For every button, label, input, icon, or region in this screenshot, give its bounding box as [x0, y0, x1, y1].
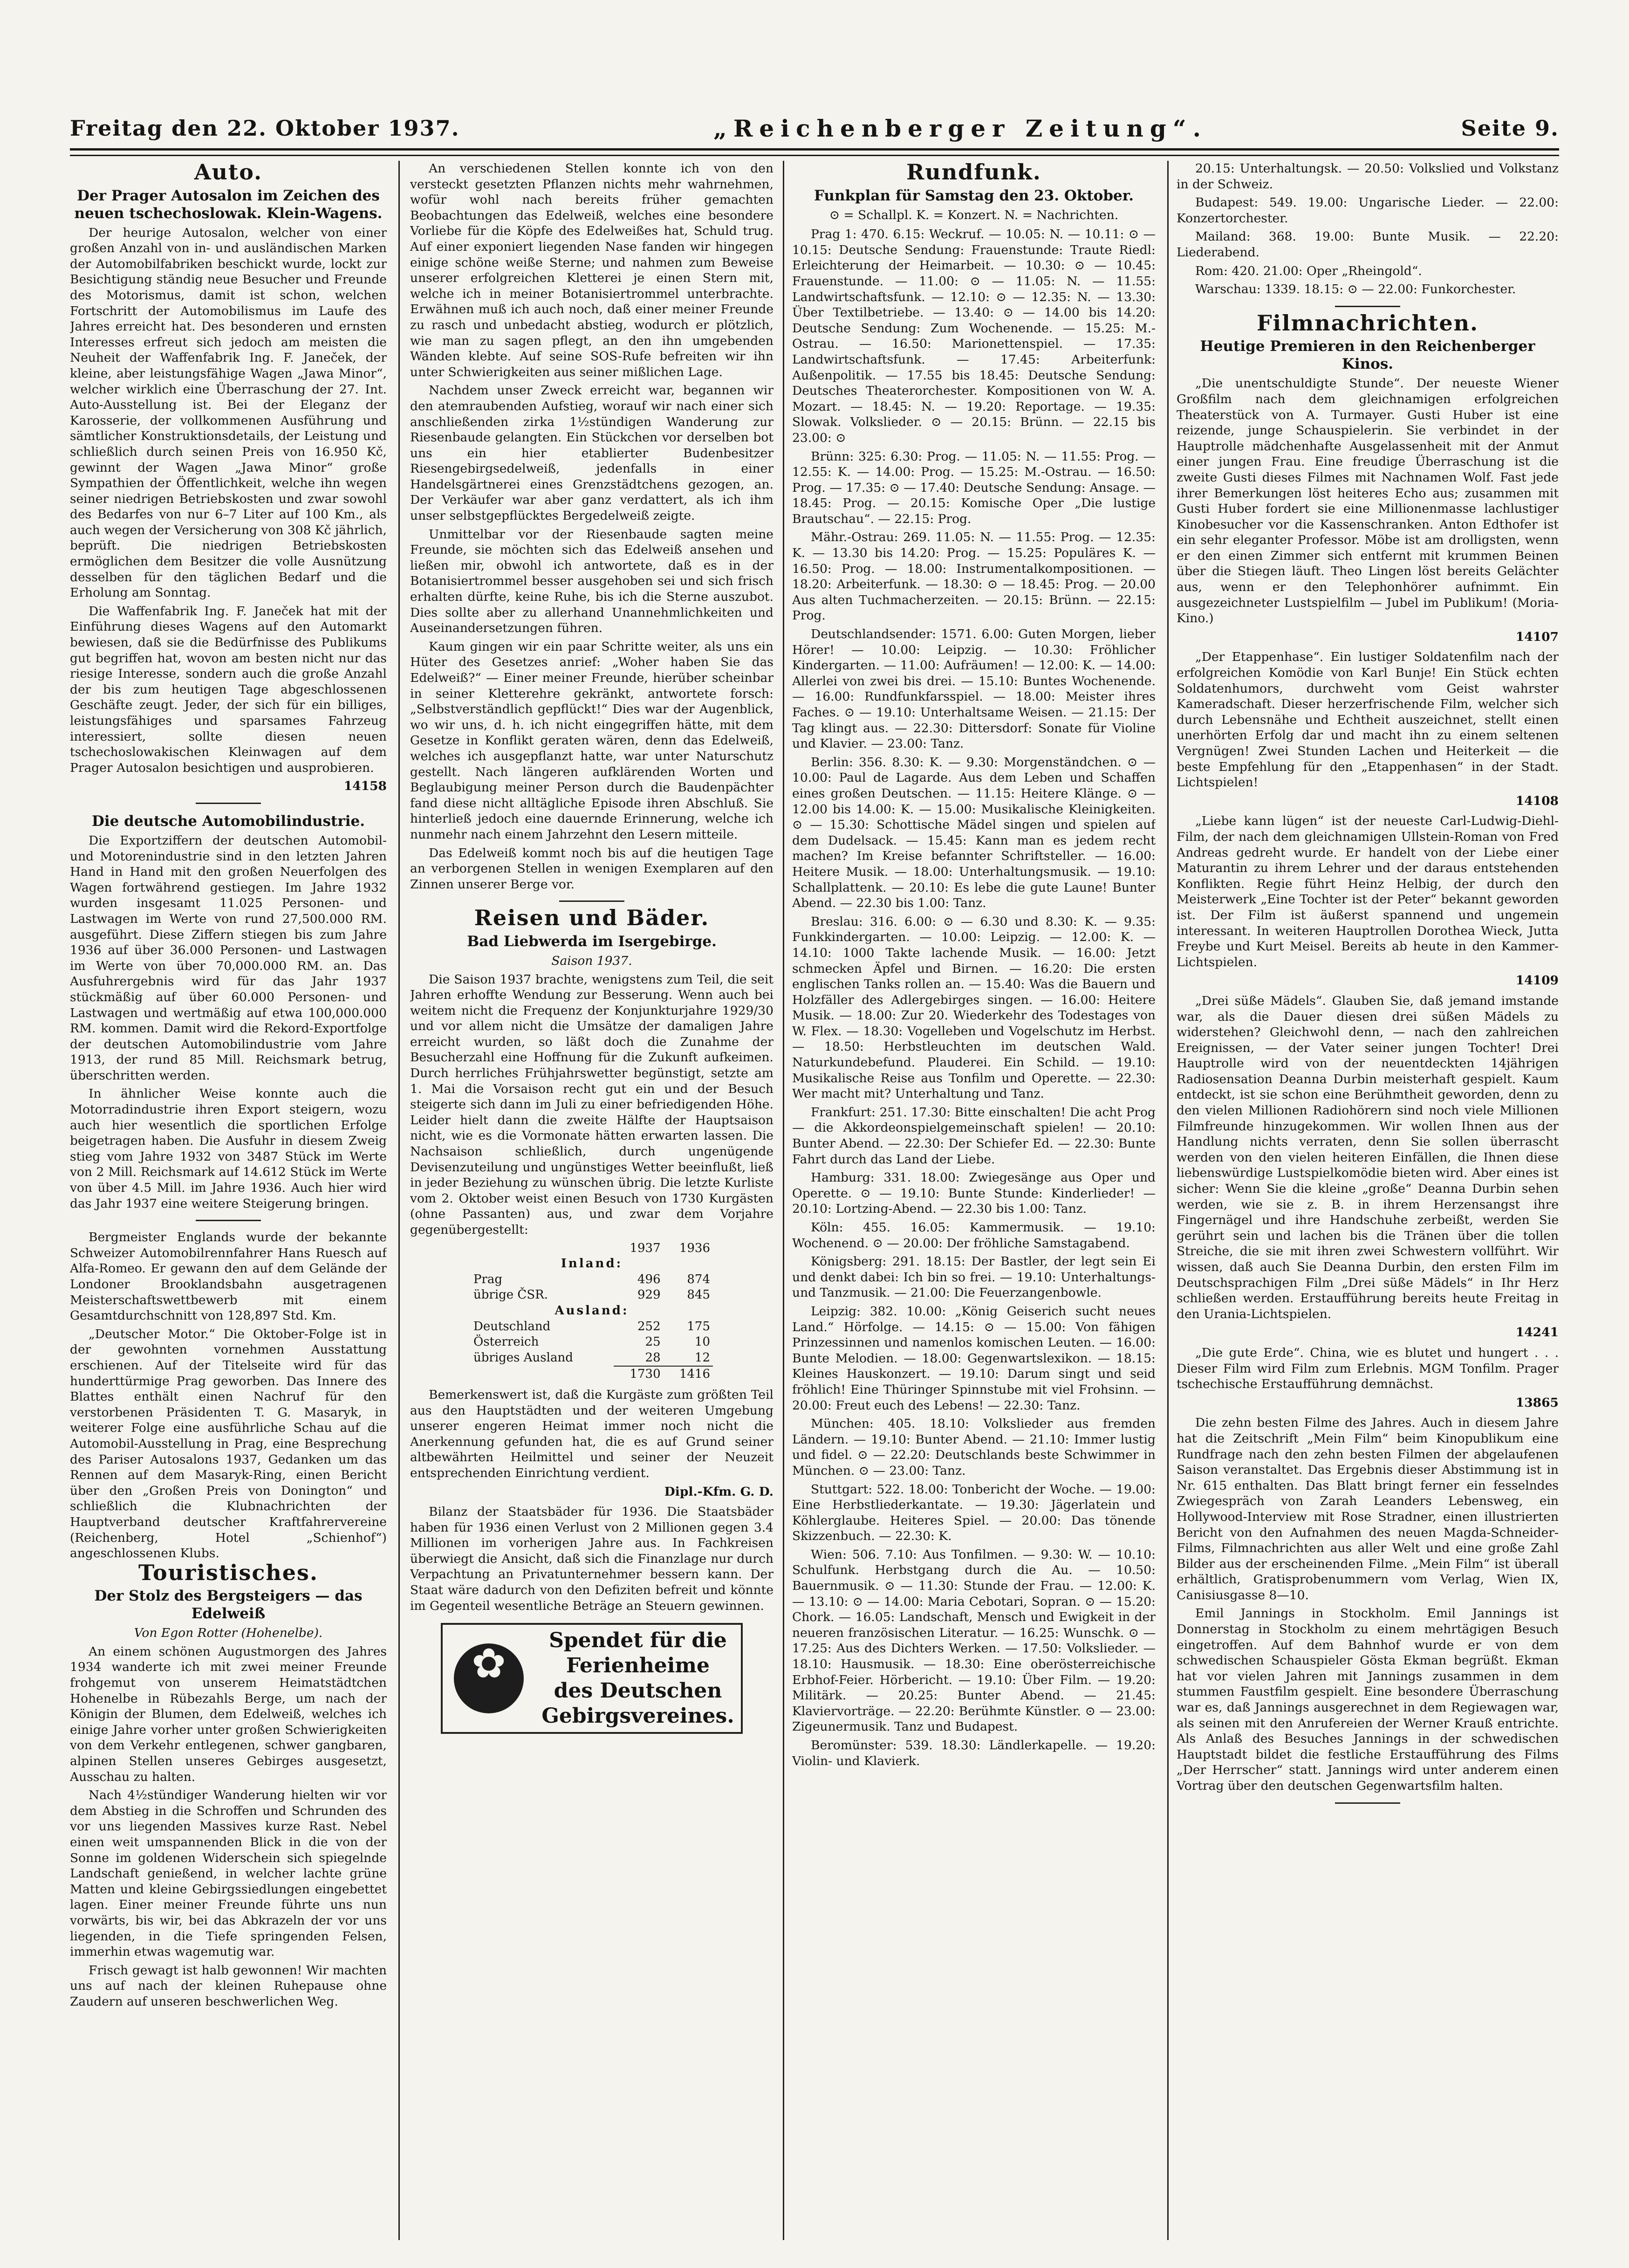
table-cell: 25	[645, 1335, 661, 1349]
radio-program: Berlin: 356. 8.30: K. — 9.30: Morgenständchen. ⊙ — 10.00: Paul de Lagarde. Aus dem Leben und Schaffen eines großen Deutschen. — 11.15: Heitere Klänge. ⊙ — 12.00 bis 14.00: K. — 15.00: Musikalische Kleinigkeiten. ⊙ — 15.30: Schottische Mädel singen und spielen auf dem Dudelsack. — 15.45: Kann man es jedem recht machen? Im Kreise befannter Schriftsteller. — 16.00: Heitere Musik. — 18.00: Unterhaltungsmusik. — 19.10: Schallplattenk. — 20.10: Es lebe die gute Laune! Bunter Abend. — 22.30 bis 1.00: Tanz.	[792, 755, 1156, 911]
table-cell: 10	[694, 1335, 710, 1349]
radio-program: München: 405. 18.10: Volkslieder aus fremden Ländern. — 19.10: Bunter Abend. — 21.10: Immer lustig und fidel. ⊙ — 22.20: Deutschlands beste Schwimmer in München. ⊙ — 23.00: Tanz.	[792, 1416, 1156, 1478]
article-paragraph: „Die unentschuldigte Stunde“. Der neueste Wiener Großfilm nach dem gleichnamigen erfolgreichen Theaterstück von A. Turmayer. Gusti Huber ist eine reizende, junge Schauspielerin. Sie verbindet in der Hauptrolle mädchenhafte Ausgelassenheit mit der Anmut einer jungen Frau. Eine freudige Überraschung ist die zweite Gusti dieses Filmes mit Nachnamen Wolf. Fast jede ihrer Bemerkungen löst heiteres Echo aus; zusammen mit Gusti Huber fordert sie eine Millionenmasse lachlustiger Kinobesucher vor die Kassenschranken. Anton Edthofer ist ein sehr eleganter Professor. Möbe ist am drolligsten, wenn er den einen Zimmer sich entfernt mit krummen Beinen über die Stiegen läuft. Theo Lingen löst bereits Gelächter aus, wenn er den Telephonhörer aufnimmt. Ein ausgezeichneter Lustspielfilm — Jubel im Publikum! (Moria-Kino.)	[1177, 376, 1559, 626]
radio-program: Deutschlandsender: 1571. 6.00: Guten Morgen, lieber Hörer! — 10.00: Leipzig. — 10.30: Fröhlicher Kindergarten. — 11.00: Aufräumen! — 12.00: K. — 14.00: Allerlei von zwei bis drei. — 15.10: Buntes Wochenende. — 16.00: Rundfunkfarsspiel. — 18.00: Meister ihres Faches. ⊙ — 19.10: Unterhaltsame Weisen. — 21.15: Der Tag klingt aus. — 22.30: Dittersdorf: Sonate für Violine und Klavier. — 23.00: Tanz.	[792, 627, 1156, 751]
table-header-cell: 1936	[679, 1241, 710, 1255]
section-heading-rundfunk: Rundfunk.	[906, 161, 1041, 185]
article-number: 14109	[1515, 973, 1559, 988]
article-subtitle: Saison 1937.	[551, 953, 632, 968]
radio-program: Hamburg: 331. 18.00: Zwiegesänge aus Oper und Operette. ⊙ — 19.10: Bunte Stunde: Kinderlieder! — 20.10: Lortzing-Abend. — 22.30 bis 1.00: Tanz.	[792, 1170, 1156, 1216]
guest-statistics-table	[471, 1241, 713, 1382]
table-row	[471, 1287, 713, 1303]
table-cell: 175	[687, 1319, 710, 1333]
article-title: Der Prager Autosalon im Zeichen des neuen tschechoslowak. Klein-Wagens.	[74, 187, 383, 222]
article-paragraph: In ähnlicher Weise konnte auch die Motorradindustrie ihren Export steigern, wozu auch hier wesentlich die sportlichen Erfolge beigetragen haben. Die Ausfuhr in diesem Zweig stieg vom Jahre 1932 von 3487 Stück im Werte von 2 Mill. Reichsmark auf 14.612 Stück im Werte von über 4.5 Mill. im Jahre 1936. Auch hier wird das Jahr 1937 eine weitere Steigerung bringen.	[70, 1086, 387, 1211]
table-total-cell: 1730	[614, 1366, 663, 1382]
article-title: Der Stolz des Bergsteigers — das Edelweiß	[94, 1588, 363, 1622]
table-row	[471, 1319, 713, 1335]
article-paragraph: Nachdem unser Zweck erreicht war, begannen wir den atemraubenden Aufstieg, worauf wir nach einer sich anschließenden zirka 1½stündigen Wanderung zur Riesenbaude gelangten. Ein Stückchen vor derselben bot uns ein hier etablierter Budenbesitzer Riesengebirgsedelweiß, jedenfalls in einer Handelsgärtnerei eines Grenzstädtchens gezogen, an. Der Verkäufer war aber ganz verdattert, als ich ihm unser selbstgepflücktes Bergedelweiß zeigte.	[410, 383, 773, 523]
article-paragraph: „Der Etappenhase“. Ein lustiger Soldatenfilm nach der erfolgreichen Komödie von Karl Bunje! Ein Stück echten Soldatenhumors, durchweht vom Geist wahrster Kameradschaft. Dieser herzerfrischende Film, welcher sich durch Lebensnähe und Echtheit auszeichnet, stellt einen unerhörten Erfolg dar und macht ihn zu einem seltenen Vergnügen! Zwei Stunden Lachen und Heiterkeit — die beste Empfehlung für den „Etappenhasen“ in der Stadt. Lichtspielen!	[1177, 650, 1559, 790]
edelweiss-emblem-icon	[454, 1643, 524, 1713]
table-row	[471, 1334, 713, 1350]
separator	[1335, 306, 1400, 307]
article-paragraph: Die Saison 1937 brachte, wenigstens zum Teil, die seit Jahren erhoffte Wendung zur Besserung. Wenn auch bei weitem nicht die Frequenz der Konjunkturjahre 1929/30 und vor allem nicht die Umsätze der damaligen Jahre erreicht wurden, so läßt doch die Zunahme der Besucherzahl eine Hoffnung für die Zukunft aufkeimen. Durch herrliches Frühjahrswetter begünstigt, setzte am 1. Mai die Vorsaison recht gut ein und der Besuch steigerte sich dann im Juli zu einer befriedigenden Höhe. Leider hielt dann die zweite Hälfte der Hauptsaison nicht, wie es die Vormonate hätten erwarten lassen. Die Nachsaison schließlich, durch ungenügende Devisenzuteilung und ungünstiges Wetter beeinflußt, ließ in jeder Beziehung zu wünschen übrig. Die letzte Kurliste vom 2. Oktober weist einen Besuch von 1730 Kurgästen (ohne Passanten) aus, und zwar dem Vorjahre gegenübergestellt:	[410, 972, 773, 1237]
radio-program: Beromünster: 539. 18.30: Ländlerkapelle. — 19.20: Violin- und Klavierk.	[792, 1738, 1156, 1768]
radio-program: Königsberg: 291. 18.15: Der Bastler, der legt sein Ei und denkt dabei: Ich bin so frei. — 19.10: Unterhaltungs- und Tanzmusik. — 21.00: Die Feuerzangenbowle.	[792, 1254, 1156, 1300]
article-paragraph: Der heurige Autosalon, welcher von einer großen Anzahl von in- und ausländischen Marken der Automobilfabriken beschickt wurde, lockt zur Besichtigung ständig neue Besucher und Freunde des Motorismus, damit ist schon, welchen Fortschritt der Automobilismus im Laufe des Jahres erreicht hat. Des besonderen und ernsten Interesses erfreut sich jedoch am meisten die Neuheit der Waffenfabrik Ing. F. Janeček, der kleine, aber leistungsfähige Wagen „Jawa Minor“, welcher wirklich eine Überraschung der 27. Int. Auto-Ausstellung ist. Bei der Eleganz der Karosserie, der vollkommenen Ausführung und sämtlicher Konstruktionsdetails, der Leistung und schließlich durch seinen Preis von 16.950 Kč, gewinnt der Wagen „Jawa Minor“ große Sympathien der Öffentlichkeit, welche ihn wegen seiner niedrigen Betriebskosten und zwar sowohl des Bedarfes von nur 6–7 Liter auf 100 Km., als auch wegen der Versicherung von 308 Kč jährlich, beprüft. Die niedrigen Betriebskosten ermöglichen dem Besitzer die volle Ausnützung desselben für den täglichen Bedarf und die Erholung am Sonntag.	[70, 225, 387, 600]
article-number: 13865	[1515, 1395, 1559, 1410]
column-divider	[1167, 161, 1169, 2240]
radio-program: Wien: 506. 7.10: Aus Tonfilmen. — 9.30: W. — 10.10: Schulfunk. Herbstgang durch die Au. — 10.50: Bauernmusik. ⊙ — 11.30: Stunde der Frau. — 12.00: K. — 13.10: ⊙ — 14.00: Maria Cebotari, Sopran. ⊙ — 15.20: Chork. — 16.05: Landschaft, Mensch und Ewigkeit in der neueren französischen Literatur. — 16.25: Wunschk. ⊙ — 17.25: Aus des Dichters Werken. — 17.50: Volkslieder. — 18.10: Hausmusik. — 18.30: Eine oberösterreichische Erbhof-Feier. Hörbericht. — 19.10: Über Film. — 19.20: Militärk. — 20.25: Bunter Abend. — 21.45: Klaviervorträge. — 22.20: Berühmte Künstler. ⊙ — 23.00: Zigeunermusik. Tanz und Budapest.	[792, 1547, 1156, 1734]
column-divider	[398, 161, 400, 2240]
header-newspaper-title: „Reichenberger Zeitung“.	[713, 114, 1208, 142]
radio-program: Rom: 420. 21.00: Oper „Rheingold“.	[1195, 263, 1422, 278]
table-cell: Deutschland	[473, 1319, 551, 1333]
table-cell: 874	[687, 1272, 710, 1286]
radio-program: Frankfurt: 251. 17.30: Bitte einschalten! Die acht Prog — die Akkordeonspielgemeinschaft spielen! — 20.10: Bunter Abend. — 22.30: Der Schiefer Ed. — 22.30: Bunte Fahrt durch das Land der Liebe.	[792, 1105, 1156, 1167]
radio-program: Leipzig: 382. 10.00: „König Geiserich sucht neues Land.“ Hörfolge. — 14.15: ⊙ — 15.00: Von fähigen Prinzessinnen und namenlos komischen Leuten. — 16.00: Bunte Melodien. — 18.00: Gegenwartslexikon. — 18.15: Kleines Hauskonzert. — 19.10: Darum singt und seid fröhlich! Eine Thüringer Spinnstube mit viel Frohsinn. — 20.00: Freut euch des Lebens! — 22.30: Tanz.	[792, 1304, 1156, 1413]
article-number: 14107	[1515, 629, 1559, 644]
separator	[196, 803, 261, 804]
section-heading-reisen: Reisen und Bäder.	[474, 905, 710, 931]
table-cell: 496	[637, 1272, 661, 1286]
table-total-cell: 1416	[664, 1366, 713, 1382]
article-number: 14241	[1515, 1325, 1559, 1340]
article-paragraph: Die Waffenfabrik Ing. F. Janeček hat mit der Einführung dieses Wagens auf den Automarkt bewiesen, daß sie die Bedürfnisse des Publikums gut begriffen hat, wovon am besten nicht nur das riesige Interesse, sondern auch die große Anzahl der bis zum heutigen Tage abgeschlossenen Geschäfte zeugt. Jeder, der sich für ein billiges, leistungsfähiges und sparsames Fahrzeug interessiert, sollte diesen neuen tschechoslowakischen Kleinwagen auf dem Prager Autosalon besichtigen und ausprobieren.	[70, 604, 387, 775]
table-row	[471, 1350, 713, 1367]
advertisement-line: Spendet für die	[549, 1629, 727, 1653]
table-cell	[471, 1366, 614, 1382]
article-paragraph: Das Edelweiß kommt noch bis auf die heutigen Tage an verborgenen Stellen in wenigen Exemplaren auf den Zinnen unserer Berge vor.	[410, 845, 773, 892]
advertisement-line: des Deutschen	[554, 1679, 722, 1703]
table-group-label: Inland:	[561, 1257, 623, 1271]
table-cell: 929	[637, 1288, 661, 1302]
section-heading-film: Filmnachrichten.	[1256, 310, 1479, 336]
header-rule	[70, 148, 1559, 151]
radio-program: Prag 1: 470. 6.15: Weckruf. — 10.05: N. — 10.11: ⊙ — 10.15: Deutsche Sendung: Frauenstunde: Traute Riedl: Erleichterung der Heimarbeit. — 10.30: ⊙ — 10.45: Frauenstunde. — 11.00: ⊙ — 11.05: N. — 11.55: Landwirtschaftsfunk. — 12.10: ⊙ — 12.35: N. — 13.30: Über Textilbetriebe. — 13.40: ⊙ — 14.00 bis 14.20: Deutsche Sendung: Zum Wochenende. — 15.25: M.-Ostrau. — 16.50: Marionettenspiel. — 17.35: Landwirtschaftsfunk. — 17.45: Arbeiterfunk: Außenpolitik. — 17.55 bis 18.45: Deutsche Sendung: Deutsches Theaterorchester. Kompositionen von W. A. Mozart. — 18.45: N. — 19.20: Reportage. — 19.35: Slowak. Volkslieder. ⊙ — 20.15: Brünn. — 22.15 bis 23.00: ⊙	[792, 227, 1156, 445]
separator	[559, 900, 624, 902]
article-number: 14158	[343, 779, 387, 794]
article-paragraph: Die Exportziffern der deutschen Automobil- und Motorenindustrie sind in den letzten Jahren Hand in Hand mit den großen Neuerfolgen des Wagen fortwährend gestiegen. Im Jahre 1932 wurden insgesamt 11.025 Personen- und Lastwagen im Werte von rund 27,500.000 RM. ausgeführt. Diese Ziffern stiegen bis zum Jahre 1936 auf über 36.000 Personen- und Lastwagen im Werte von über 70,000.000 RM. an. Das Ausfuhrergebnis wird für das Jahr 1937 stückmäßig auf über 60.000 Personen- und Lastwagen und wertmäßig auf etwa 100,000.000 RM. kommen. Damit wird die Rekord-Exportfolge der deutschen Automobilindustrie vom Jahre 1913, der rund 85 Mill. Reichsmark betrug, überschritten werden.	[70, 833, 387, 1083]
table-group-row	[471, 1303, 713, 1319]
article-paragraph: Die zehn besten Filme des Jahres. Auch in diesem Jahre hat die Zeitschrift „Mein Film“ beim Kinopublikum eine Rundfrage nach den zehn besten Filmen der abgelaufenen Saison veranstaltet. Das Ergebnis dieser Abstimmung ist in Nr. 615 enthalten. Das Blatt bringt ferner ein fesselndes Zwiegespräch von Zarah Leanders Lebensweg, ein Hollywood-Interview mit Rose Stradner, einen illustrierten Bericht von den Aufnahmen des neuen Magda-Schneider-Films, Filmnachrichten aus aller Welt und eine große Zahl Bilder aus der erscheinenden Filme. „Mein Film“ ist überall erhältlich, Gratisprobenummern vom Verlag, Wien IX, Canisiusgasse 8—10.	[1177, 1416, 1559, 1602]
column-4	[1177, 161, 1559, 2240]
table-row	[471, 1272, 713, 1288]
article-paragraph: Frisch gewagt ist halb gewonnen! Wir machten uns auf nach der kleinen Ruhepause ohne Zaudern auf unseren beschwerlichen Weg.	[70, 1963, 387, 2009]
advertisement-box	[441, 1623, 743, 1734]
table-group-label: Ausland:	[554, 1303, 629, 1318]
column-3	[792, 161, 1156, 2240]
advertisement-line: Gebirgsvereines.	[541, 1704, 734, 1728]
article-paragraph: An verschiedenen Stellen konnte ich von den versteckt gesetzten Pflanzen nichts mehr wahrnehmen, wofür wohl nach bereits früher gemachten Beobachtungen das Edelweiß, welches eine besondere Vorliebe für die Köpfe des Edelweißes hat, Schuld trug. Auf einer exponiert liegenden Nase fanden wir hingegen einige schöne weiße Sterne; und nahmen zum Beweise unserer erfolgreichen Kletterei je einen Stern mit, welche ich in meiner Botanisiertrommel unterbrachte. Erwähnen muß ich auch noch, daß einer meiner Freunde zu rasch und unbedacht abstieg, wodurch er plötzlich, wie man zu sagen pflegt, an den ihn umgebenden Wänden klebte. Auf seine SOS-Rufe befreiten wir ihn unter Schwierigkeiten aus seiner mißlichen Lage.	[410, 161, 773, 379]
table-cell: 28	[645, 1350, 661, 1365]
radio-program: Stuttgart: 522. 18.00: Tonbericht der Woche. — 19.00: Eine Herbstliederkantate. — 19.30: Jägerlatein und Köhlerglaube. Heiteres Spiel. — 20.00: Das tönende Skizzenbuch. — 22.30: K.	[792, 1482, 1156, 1544]
article-title: Heutige Premieren in den Reichenberger Kinos.	[1200, 338, 1535, 373]
article-author: Von Egon Rotter (Hohenelbe).	[134, 1626, 323, 1641]
article-paragraph: „Die gute Erde“. China, wie es blutet und hungert . . . Dieser Film wird Film zum Erlebnis. MGM Tonfilm. Prager tschechische Erstaufführung demnächst.	[1177, 1345, 1559, 1392]
article-paragraph: „Deutscher Motor.“ Die Oktober-Folge ist in der gewohnten vornehmen Ausstattung erschienen. Auf der Titelseite wird für das hunderttürmige Prag geworben. Das Innere des Blattes enthält einen Nachruf für den verstorbenen Präsidenten T. G. Masaryk, in weiterer Folge eine ausführliche Schau auf die Automobil-Ausstellung in Prag, eine Besprechung des Pariser Autosalons 1937, Gedanken um das Rennen auf dem Masaryk-Ring, einen Bericht über den „Großen Preis von Donington“ und schließlich die Klubnachrichten der Hauptverband deutscher Kraftfahrervereine (Reichenberg, Hotel „Schienhof“) angeschlossenen Klubs.	[70, 1326, 387, 1561]
table-cell: übriges Ausland	[473, 1351, 573, 1365]
article-number: 14108	[1515, 793, 1559, 808]
article-paragraph: Kaum gingen wir ein paar Schritte weiter, als uns ein Hüter des Gesetzes anrief: „Woher haben Sie das Edelweiß?“ — Einer meiner Freunde, hierüber scheinbar in seiner Kletterehre gekränkt, antwortete forsch: „Selbstverständlich gepflückt!“ Dies war der Augenblick, wo wir uns, d. h. ich nicht eingegriffen hätte, mit dem Gesetze in Konflikt geraten wären, denn das Edelweiß, welches ich ausgepflanzt hatte, war unter Naturschutz gestellt. Nach längeren aufklärenden Worten und Beglaubigung meiner Person durch die Baudenpächter fand diese nicht alltägliche Episode ihren Abschluß. Sie hinterließ jedoch eine dauernde Erinnerung, welche ich nunmehr nach einem Jahrzehnt den Lesern mitteile.	[410, 639, 773, 842]
separator	[196, 1220, 261, 1221]
article-title: Die deutsche Automobilindustrie.	[91, 812, 365, 830]
table-header-row	[471, 1241, 713, 1257]
table-cell	[471, 1241, 614, 1257]
article-paragraph: Bilanz der Staatsbäder für 1936. Die Staatsbäder haben für 1936 einen Verlust von 2 Millionen gegen 3.4 Millionen im vorherigen Jahre aus. In Fachkreisen überwiegt die Ansicht, daß sich die Finanzlage nur durch Verpachtung an Privatunternehmer bessern kann. Der Staat wäre dadurch von den Defiziten befreit und könnte im Gegenteil wesentliche Beträge an Steuern gewinnen.	[410, 1505, 773, 1613]
radio-program: 20.15: Unterhaltungsk. — 20.50: Volkslied und Volkstanz in der Schweiz.	[1177, 161, 1559, 192]
advertisement-text	[535, 1628, 741, 1729]
radio-program: Breslau: 316. 6.00: ⊙ — 6.30 und 8.30: K. — 9.35: Funkkindergarten. — 10.00: Leipzig. — 12.00: K. — 14.10: 1000 Takte lachende Musik. — 16.00: Jetzt schmecken Äpfel und Birnen. — 16.20: Die ersten englischen Tanks rollen an. — 15.40: Was die Bauern und Holzfäller des Adlergebirges singen. — 16.00: Heitere Musik. — 18.00: Zur 20. Wiederkehr des Todestages von W. Flex. — 18.30: Vogelleben und Vogelschutz im Herbst. — 18.50: Herbstleuchten im deutschen Wald. Naturkundebefund. Plauderei. Ein Schild. — 19.10: Musikalische Reise aus Tonfilm und Operette. — 22.30: Wer macht mit? Unterhaltung und Tanz.	[792, 914, 1156, 1101]
column-divider	[783, 161, 784, 2240]
advertisement-line: Ferienheime	[566, 1654, 710, 1678]
separator	[1335, 1802, 1400, 1804]
radio-program: Mähr.-Ostrau: 269. 11.05: N. — 11.55: Prog. — 12.35: K. — 13.30 bis 14.20: Prog. — 15.25: Populäres K. — 16.50: Prog. — 18.00: Instrumentalkompositionen. — 18.20: Arbeiterfunk. — 18.30: ⊙ — 18.45: Prog. — 20.00 Aus alten Tuchmacherzeiten. — 20.15: Brünn. — 22.15: Prog.	[792, 530, 1156, 623]
radio-program: Budapest: 549. 19.00: Ungarische Lieder. — 22.00: Konzertorchester.	[1177, 195, 1559, 226]
article-paragraph: Unmittelbar vor der Riesenbaude sagten meine Freunde, sie möchten sich das Edelweiß ansehen und ließen mir, obwohl ich antwortete, daß es in der Botanisiertrommel besser ausgehoben sei und sich frisch erhalten dürfte, keine Ruhe, bis ich die Sterne auszubot. Dies sollte aber zu allerhand Unannehmlichkeiten und Auseinandersetzungen führen.	[410, 527, 773, 636]
column-2	[410, 161, 773, 2240]
article-paragraph: Emil Jannings in Stockholm. Emil Jannings ist Donnerstag in Stockholm zu einem mehrtägigen Besuch eingetroffen. Auf dem Bahnhof wurde er von dem schwedischen Schauspieler Gösta Ekman begrüßt. Ekman hat vor vielen Jahren mit Jannings zusammen in dem stummen Faustfilm gespielt. Eine besondere Überraschung war es, daß Jannings ausgerechnet in dem Regiewagen war, als seinen mit den Anrufereien der Werner Krauß entrichte. Als Anlaß des Besuches Jannings in der schwedischen Hauptstadt bildet die festliche Erstaufführung des Films „Der Herrscher“ statt. Jannings wird unter anderem einen Vortrag über den deutschen Gegenwartsfilm halten.	[1177, 1606, 1559, 1793]
table-cell: 845	[687, 1288, 710, 1302]
radio-program: Mailand: 368. 19.00: Bunte Musik. — 22.20: Liederabend.	[1177, 229, 1559, 260]
section-heading-auto: Auto.	[194, 161, 263, 185]
article-signature: Dipl.-Kfm. G. D.	[664, 1484, 773, 1499]
table-header-cell: 1937	[630, 1241, 661, 1255]
radio-program: Brünn: 325: 6.30: Prog. — 11.05: N. — 11.55: Prog. — 12.55: K. — 14.00: Prog. — 15.25: M.-Ostrau. — 16.50: Prog. — 17.35: ⊙ — 17.40: Deutsche Sendung: Ansage. — 18.45: Prog. — 20.15: Komische Oper „Die lustige Brautschau“. — 22.15: Prog.	[792, 449, 1156, 526]
table-cell: übrige ČSR.	[473, 1288, 548, 1302]
table-group-row	[471, 1256, 713, 1272]
table-cell: Prag	[473, 1272, 503, 1286]
article-paragraph: Bergmeister Englands wurde der bekannte Schweizer Automobilrennfahrer Hans Ruesch auf Alfa-Romeo. Er gewann den auf dem Gelände der Londoner Brooklandsbahn ausgetragenen Meisterschaftswettbewerb mit einem Gesamtdurchschnitt von 128,897 Std. Km.	[70, 1230, 387, 1323]
article-title: Bad Liebwerda im Isergebirge.	[467, 933, 717, 950]
column-1	[70, 161, 387, 2240]
header-page-number: Seite 9.	[1461, 116, 1559, 141]
radio-program: Köln: 455. 16.05: Kammermusik. — 19.10: Wochenend. ⊙ — 20.00: Der fröhliche Samstagabend.	[792, 1220, 1156, 1251]
article-title: Funkplan für Samstag den 23. Oktober.	[814, 187, 1134, 204]
table-cell: 252	[637, 1319, 661, 1333]
section-heading-touristisches: Touristisches.	[138, 1560, 318, 1585]
article-paragraph: An einem schönen Augustmorgen des Jahres 1934 wanderte ich mit zwei meiner Freunde frohgemut von unserem Heimatstädtchen Hohenelbe in Rübezahls Berge, um nach der Königin der Blumen, dem Edelweiß, welches ich einige Jahre vorher unter großen Schwierigkeiten von dem Verkehr entlegenen, schwer gangbaren, alpinen Stellen unseres Gebirges ausgesetzt, Ausschau zu halten.	[70, 1644, 387, 1784]
header-rule-thin	[70, 155, 1559, 156]
header-date: Freitag den 22. Oktober 1937.	[70, 116, 460, 141]
page-header	[70, 107, 1559, 149]
article-paragraph: Bemerkenswert ist, daß die Kurgäste zum größten Teil aus den Hauptstädten und der weiteren Umgebung unserer engeren Heimat immer noch nicht die Anerkennung gefunden hat, die es auf Grund seiner altbewährten Heilmittel und seiner der Neuzeit entsprechenden Einrichtung verdient.	[410, 1387, 773, 1480]
radio-program: Warschau: 1339. 18.15: ⊙ — 22.00: Funkorchester.	[1195, 282, 1516, 297]
radio-legend: ⊙ = Schallpl. K. = Konzert. N. = Nachrichten.	[829, 207, 1119, 222]
table-cell: 12	[694, 1350, 710, 1365]
table-total-row	[471, 1366, 713, 1382]
article-paragraph: „Drei süße Mädels“. Glauben Sie, daß jemand imstande war, als die Dauer diesen drei süßen Mädels zu widerstehen? Gleichwohl denn, — nach den zahlreichen Ereignissen, — der Vater seiner jungen Tochter! Drei Hauptrolle wird von der neuentdeckten 14jährigen Radiosensation Deanna Durbin meisterhaft gespielt. Kaum entdeckt, ist sie schon eine Berühmtheit geworden, denn zu den vielen Millionen Radiohörern sind noch viele Millionen Filmfreunde hinzugekommen. Wir wollen Ihnen aus der Handlung nichts verraten, denn Sie sollen überrascht werden von den vielen heiteren Einfällen, die Ihnen diese liebenswürdige Lustspielkomödie bieten wird. Aber eines ist sicher: Wenn Sie die kleine „große“ Deanna Durbin sehen werden, wie sie z. B. in ihrem Herzensangst ihre Fingernägel und ihre Handschuhe zerbeißt, werden Sie gerührt sein und lachen bis die Tränen über die tollen Streiche, die sie mit ihren zwei Schwestern vollführt. Wir wissen, daß auch Sie Deanna Durbin, den ersten Film im Deutschsprachigen Film „Drei süße Mädels“ in Ihr Herz schließen werden. Erstaufführung bereits heute Freitag in den Urania-Lichtspielen.	[1177, 993, 1559, 1321]
table-cell: Österreich	[473, 1335, 539, 1349]
article-paragraph: Nach 4½stündiger Wanderung hielten wir vor dem Abstieg in die Schroffen und Schrunden des vor uns liegenden Massives kurze Rast. Nebel einen weit umspannenden Blick in die von der Sonne im goldenen Widerschein sich spiegelnde Landschaft genießend, in welcher lachte grüne Matten und kleine Gebirgssiedlungen eingebettet lagen. Einer meiner Freunde führte uns nun vorwärts, bis wir, bei das Abkrazeln der vor uns liegenden, in die Tiefe springenden Felsen, immerhin etwas wagemutig war.	[70, 1788, 387, 1959]
article-paragraph: „Liebe kann lügen“ ist der neueste Carl-Ludwig-Diehl-Film, der nach dem gleichnamigen Ullstein-Roman von Fred Andreas gedreht wurde. Er handelt von der Liebe einer Maturantin zu ihrem Lehrer und der daraus entstehenden Konflikten. Regie führt Heinz Helbig, der durch den Meisterwerk „Eine Tochter ist der Peter“ bekannt geworden ist. Der Film ist äußerst spannend und ungemein interessant. In weiteren Hauptrollen Dorothea Wieck, Jutta Freybe und Kurt Meisel. Bereits ab heute in den Kammer-Lichtspielen.	[1177, 814, 1559, 969]
